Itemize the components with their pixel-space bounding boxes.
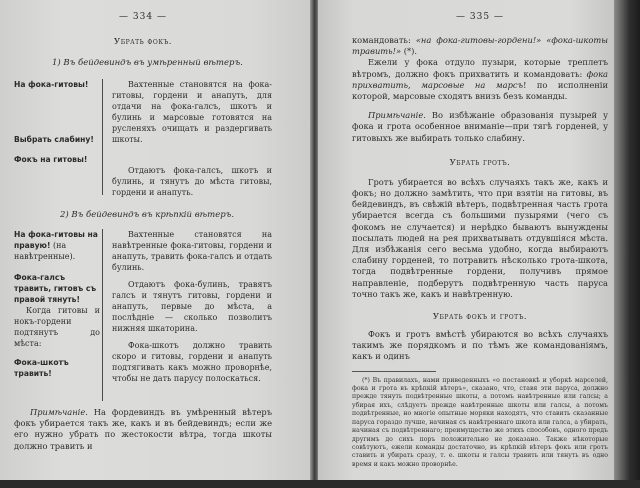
text: Гротъ убирается во всѣхъ случаяхъ такъ же, какъ и фокъ; но должно замѣтить, что при взятіи на гитовы, въ бейдевиндъ, въ свѣжій вѣтеръ, подвѣтренная часть грота убирается всегда съ большими пузырями (чего съ фокомъ не случается) и нерѣдко бываютъ вынуждены посылать людей на рея прихватывать отдувшіяся мѣста. Для избѣжанія сего весьма удобно, когда выбираютъ слабину горденей, то потравить нѣсколько грота-шкота, тогда подвѣтренные гордени, получивъ прямое направленіе, подберутъ подвѣтренную часть паруса точно такъ же, какъ и навѣтренную. <box>352 176 608 299</box>
command-note: Когда гитовы и нокъ-гордени подтянутъ до мѣста: <box>14 306 100 348</box>
description-block <box>103 79 272 198</box>
footnote <box>352 377 608 469</box>
command-column <box>14 79 103 195</box>
right-page-content <box>352 0 608 469</box>
command: Фока-шкотъ травить! <box>14 358 69 378</box>
scan-bottom-edge <box>0 480 640 488</box>
paragraph <box>352 35 608 102</box>
command: На фока-гитовы! <box>14 80 89 89</box>
description: Вахтенные становятся на фока-гитовы, гордени и анапуть, для отдачи на фока-галсъ, шкотъ и булинь и марсовые готовятся на русленяхъ очищать и раздергивать шкоты. <box>112 80 272 144</box>
text: ! по исполненіи которой, марсовые сходятъ внизъ безъ команды. <box>352 79 608 102</box>
command-row <box>14 79 272 198</box>
page-number: — 334 — <box>119 12 167 22</box>
subsection-title: 2) Въ бейдевиндъ въ крѣпкій вѣтеръ. <box>60 210 235 220</box>
description: Отдаютъ фока-булинь, травятъ галсъ и тянутъ гитовы, гордени и анапуть, первые до мѣста, а послѣдніе — сколько позволитъ нижняя шкаторина. <box>112 280 272 333</box>
note-text: . Во избѣжаніе образованія пузырей у фока и грота особенное вниманіе—при тягѣ горденей, у гитовыхъ же выбирать только слабину. <box>352 110 608 143</box>
note-label: Примѣчаніе <box>368 110 424 121</box>
command: Фока-галсъ травить, гитовъ съ правой тянуть! <box>14 273 97 304</box>
command-table <box>14 229 272 401</box>
text: Фокъ и гротъ вмѣстѣ убираются во всѣхъ случаяхъ такимъ же порядкомъ и по тѣмъ же командованіямъ, какъ и одинъ <box>352 329 608 362</box>
command: Выбрать слабину! <box>14 135 94 144</box>
command-column <box>14 229 103 401</box>
text: Ежели у фока отдуло пузыри, которые треплетъ вѣтромъ, должно фокъ прихватить и командовать: <box>352 57 608 79</box>
footnote-text: (*) Въ правилахъ, нами приведенныхъ «о постановкѣ и уборкѣ марселей, фока и грота въ крѣпкій вѣтеръ», сказано, что, ставя эти паруса, должно прежде тянуть подвѣтренные шкоты, а потомъ навѣтренные или галсы; а убирая ихъ, слѣдуетъ прежде навѣтренные шкоты или галсы, а потомъ подвѣтренные, но многіе опытные моряки находятъ, что ставить сказанные паруса гораздо лучше, начиная съ навѣтреннаго шкота или галса, а убирать, начиная съ подвѣтреннаго; преимущество же этихъ способовъ, одного предъ другимъ до сихъ поръ положительно не доказано. Также нѣкоторые совѣтуютъ, ежели команды достаточно, въ крѣпкій вѣтеръ фокъ или гротъ ставить и убирать сразу, т. е. шкоты и галсы травить или тянуть въ одно время и какъ можно проворнѣе. <box>352 376 608 468</box>
note-paragraph <box>14 407 272 452</box>
description: Отдаютъ фока-галсъ, шкотъ и булинь, и тянутъ до мѣста гитовы, гордени и анапуть. <box>112 166 272 197</box>
footnote-rule <box>352 371 436 372</box>
command-text: «на фока-гитовы-гордени!» «фока-шкоты травить!» <box>352 35 609 57</box>
note-label: Примѣчаніе <box>30 407 86 417</box>
note-text: . На фордевиндъ въ умѣренный вѣтеръ фокъ убирается такъ же, какъ и въ бейдевиндъ; если же его нужно убрать по жестокости вѣтра, тогда шкоты должно травить и <box>14 407 272 451</box>
command: На фока-гитовы на правую! <box>14 230 98 250</box>
description: Фока-шкотъ должно травить скоро и гитовы, гордени и анапуть подтягивать какъ можно проворнѣе, чтобы не дать парусу полоскаться. <box>112 341 272 383</box>
paragraph <box>352 329 608 363</box>
paragraph <box>352 177 608 300</box>
command-text: фока прихватить, марсовые на марсъ <box>352 68 608 90</box>
command-table <box>14 79 272 198</box>
section-heading: Убрать фокъ и гротъ. <box>432 312 528 323</box>
command-note: (на навѣтренные). <box>14 241 76 261</box>
command: Фокъ на гитовы! <box>14 155 88 164</box>
description: Вахтенные становятся на навѣтренные фока-гитовы, гордени и анапуть, травить фока-галсъ и отдать булинь. <box>112 230 272 272</box>
section-heading: Убрать фокъ. <box>114 37 172 47</box>
right-page <box>318 0 614 480</box>
note-paragraph <box>352 110 608 144</box>
page-edge-shadow <box>614 0 640 488</box>
left-page <box>0 0 312 480</box>
left-page-content <box>14 0 272 452</box>
section-heading: Убрать гротъ. <box>449 157 511 168</box>
text: (*). <box>401 46 417 57</box>
text: командовать: <box>352 35 416 45</box>
page-number: — 335 — <box>456 12 504 22</box>
command-row <box>14 229 272 401</box>
description-block <box>103 229 272 384</box>
subsection-title: 1) Въ бейдевиндъ въ умѣренный вѣтеръ. <box>52 58 243 68</box>
